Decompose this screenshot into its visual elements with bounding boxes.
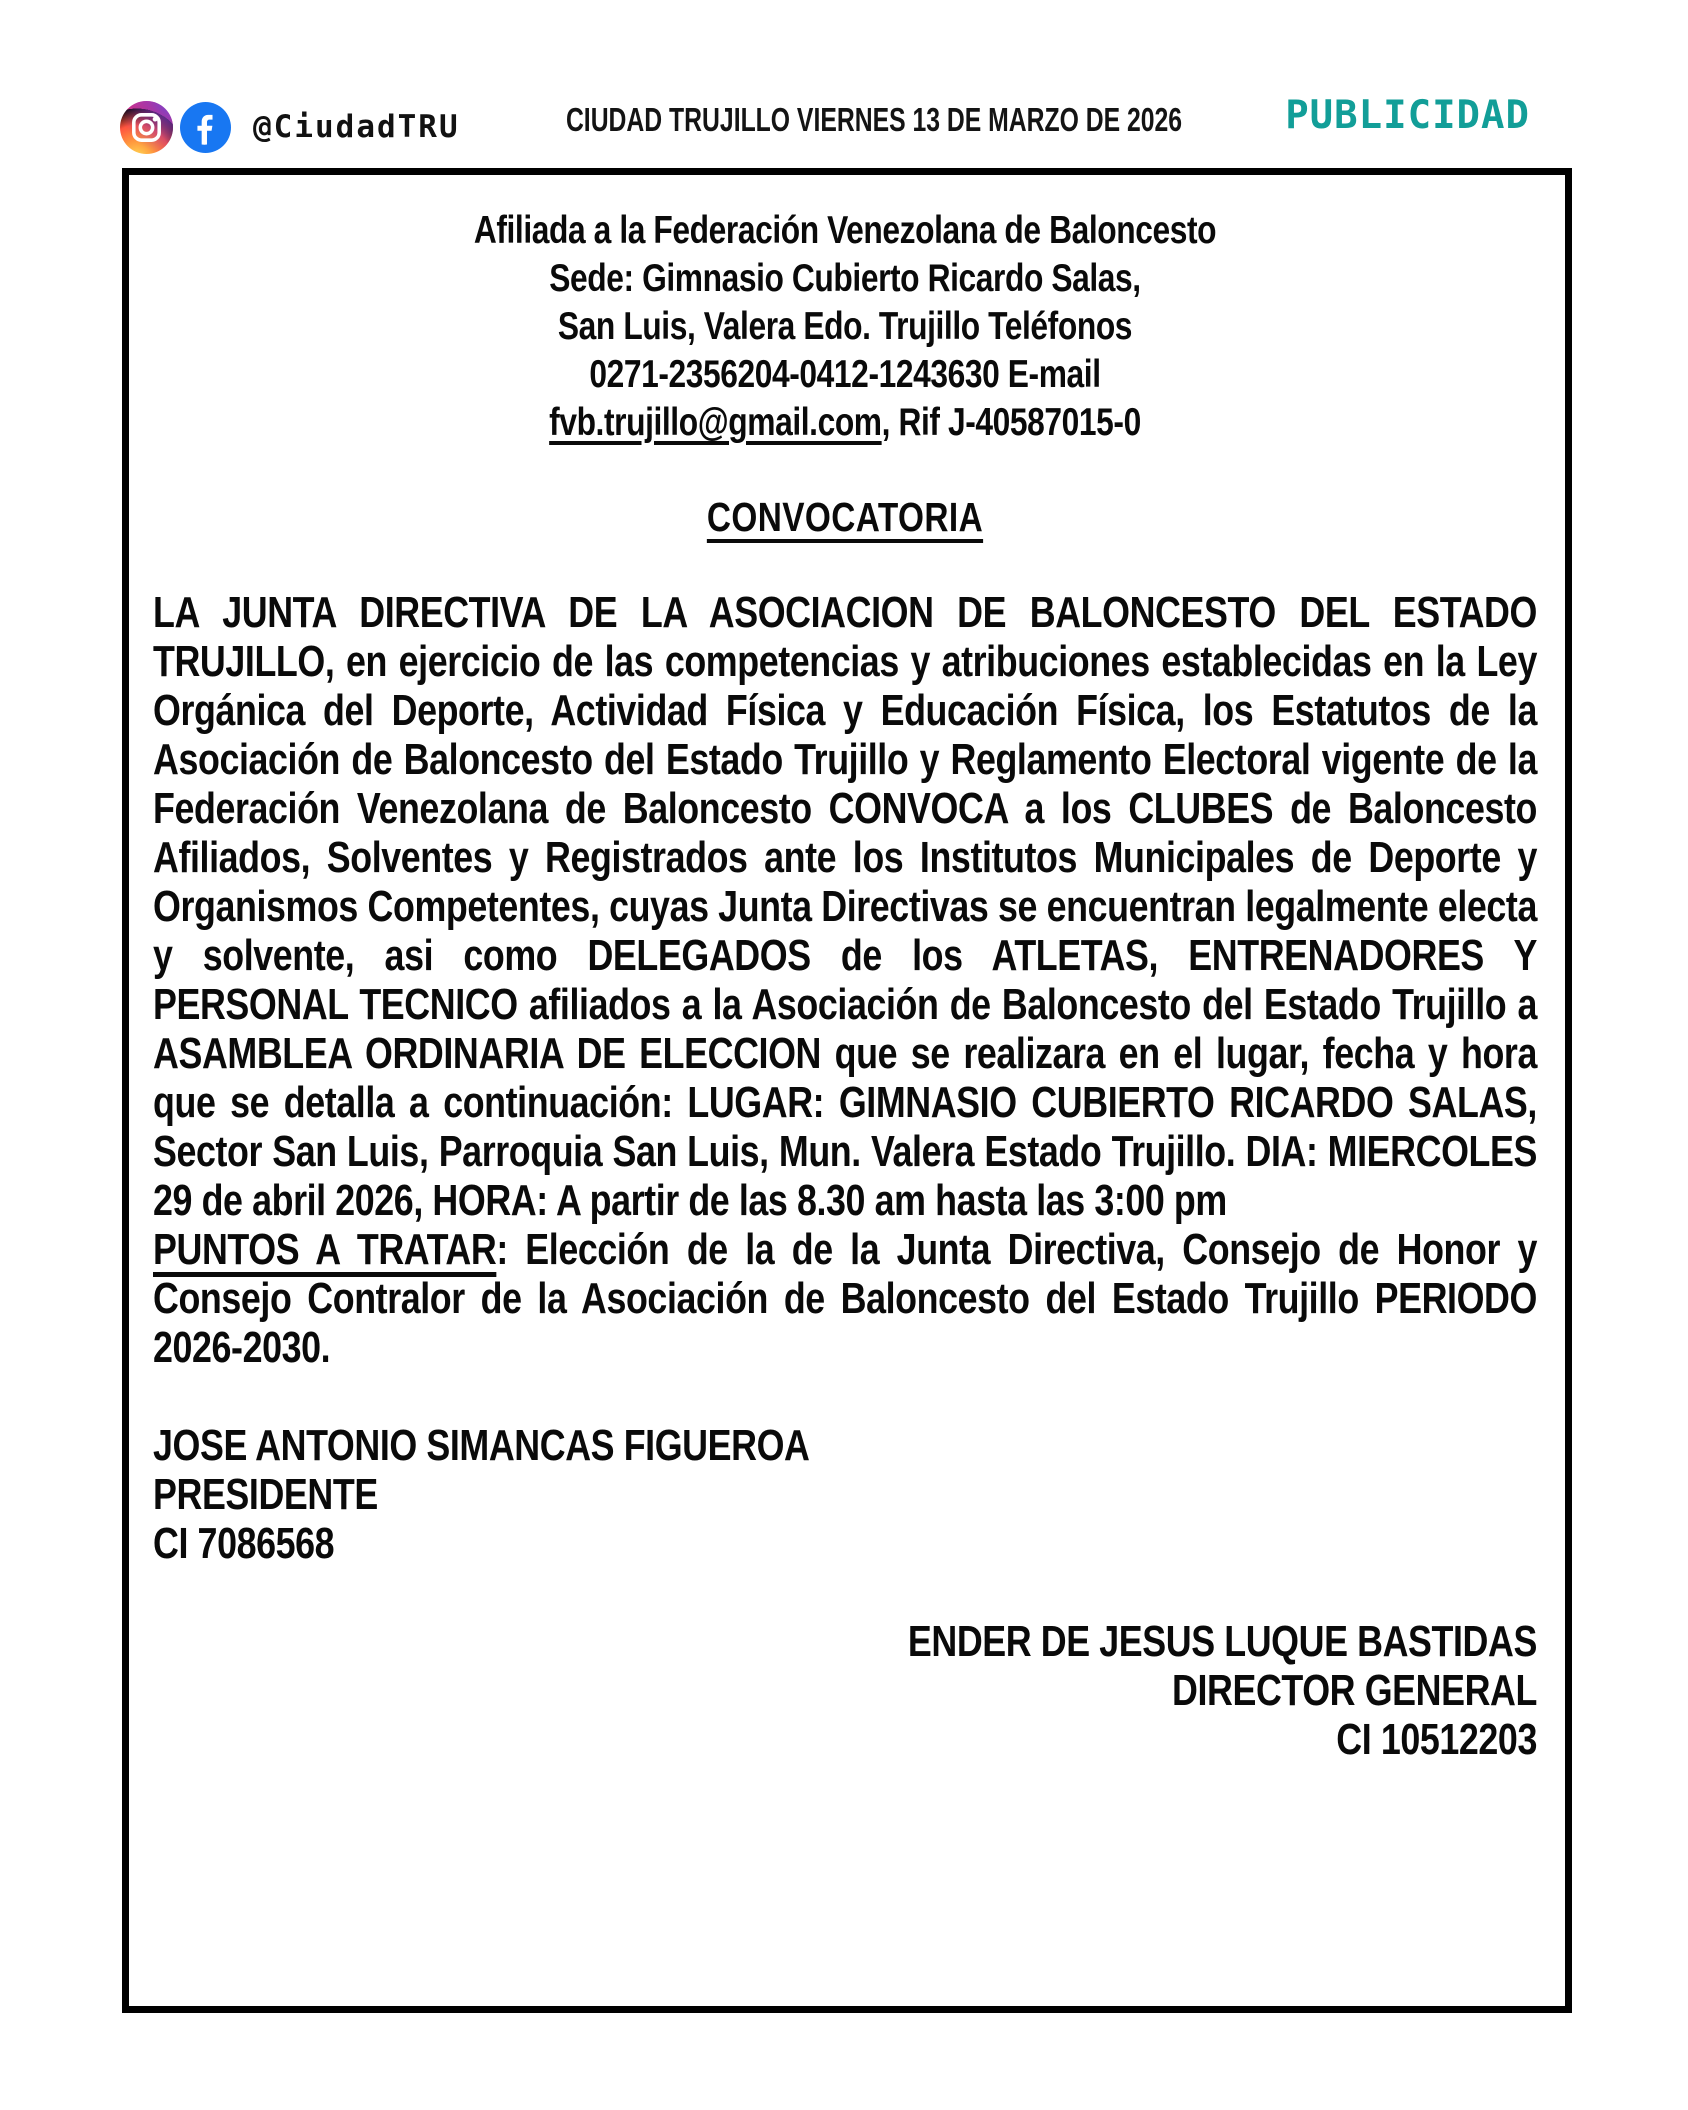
signer-left-role: PRESIDENTE bbox=[153, 1470, 378, 1519]
signer-left-name: JOSE ANTONIO SIMANCAS FIGUEROA bbox=[153, 1421, 810, 1470]
signer-right-role: DIRECTOR GENERAL bbox=[1171, 1666, 1537, 1715]
letterhead-line bbox=[153, 399, 1537, 447]
agenda-label: PUNTOS A TRATAR bbox=[153, 1225, 497, 1274]
body-paragraph: LA JUNTA DIRECTIVA DE LA ASOCIACION DE BALONCESTO DEL ESTADO TRUJILLO, en ejercicio de las competencias y atribuciones establecidas en la Ley Orgánica del Deporte, Actividad Física y Educación Física, los Estatutos de la Asociación de Baloncesto del Estado Trujillo y Reglamento Electoral vigente de la Federación Venezolana de Baloncesto CONVOCA a los CLUBES de Baloncesto Afiliados, Solventes y Registrados ante los Institutos Municipales de Deporte y Organismos Competentes, cuyas Junta Directivas se encuentran legalmente electa y solvente, asi como DELEGADOS de los ATLETAS, ENTRENADORES Y PERSONAL TECNICO afiliados a la Asociación de Baloncesto del Estado Trujillo a ASAMBLEA ORDINARIA DE ELECCION que se realizara en el lugar, fecha y hora que se detalla a continuación: LUGAR: GIMNASIO CUBIERTO RICARDO SALAS, Sector San Luis, Parroquia San Luis, Mun. Valera Estado Trujillo. DIA: MIERCOLES 29 de abril 2026, HORA: A partir de las 8.30 am hasta las 3:00 pm bbox=[153, 588, 1537, 1225]
signer-left-id: CI 7086568 bbox=[153, 1519, 335, 1568]
facebook-icon[interactable] bbox=[180, 102, 231, 153]
signer-right-id: CI 10512203 bbox=[1336, 1715, 1537, 1764]
agenda-text: : Elección de la de la Junta Directiva, Consejo de Honor y Consejo Contralor de la Asociación de Baloncesto del Estado Trujillo PERIODO 2026-2030. bbox=[153, 1225, 1537, 1372]
announcement-frame bbox=[122, 168, 1572, 2013]
letterhead-line: Sede: Gimnasio Cubierto Ricardo Salas, bbox=[549, 257, 1141, 300]
signer-left-block bbox=[153, 1421, 1537, 1568]
announcement-content bbox=[153, 175, 1537, 1764]
topbar bbox=[0, 0, 1688, 168]
rif-text: , Rif J-40587015-0 bbox=[881, 401, 1141, 444]
agenda-paragraph bbox=[153, 1225, 1537, 1372]
signer-right-name: ENDER DE JESUS LUQUE BASTIDAS bbox=[907, 1617, 1537, 1666]
publicidad-label: PUBLICIDAD bbox=[1285, 93, 1530, 138]
edition-date-line: CIUDAD TRUJILLO VIERNES 13 DE MARZO DE 2026 bbox=[565, 101, 1183, 138]
email-link[interactable]: fvb.trujillo@gmail.com bbox=[549, 401, 882, 444]
signer-right-block bbox=[153, 1617, 1537, 1764]
document-title: CONVOCATORIA bbox=[706, 494, 984, 540]
letterhead-line: 0271-2356204-0412-1243630 E-mail bbox=[589, 353, 1101, 396]
letterhead-line: San Luis, Valera Edo. Trujillo Teléfonos bbox=[557, 305, 1133, 348]
letterhead bbox=[153, 207, 1537, 447]
instagram-icon[interactable] bbox=[120, 101, 173, 154]
letterhead-line: Afiliada a la Federación Venezolana de Baloncesto bbox=[473, 209, 1217, 252]
social-handle[interactable]: @CiudadTRU bbox=[253, 109, 460, 145]
